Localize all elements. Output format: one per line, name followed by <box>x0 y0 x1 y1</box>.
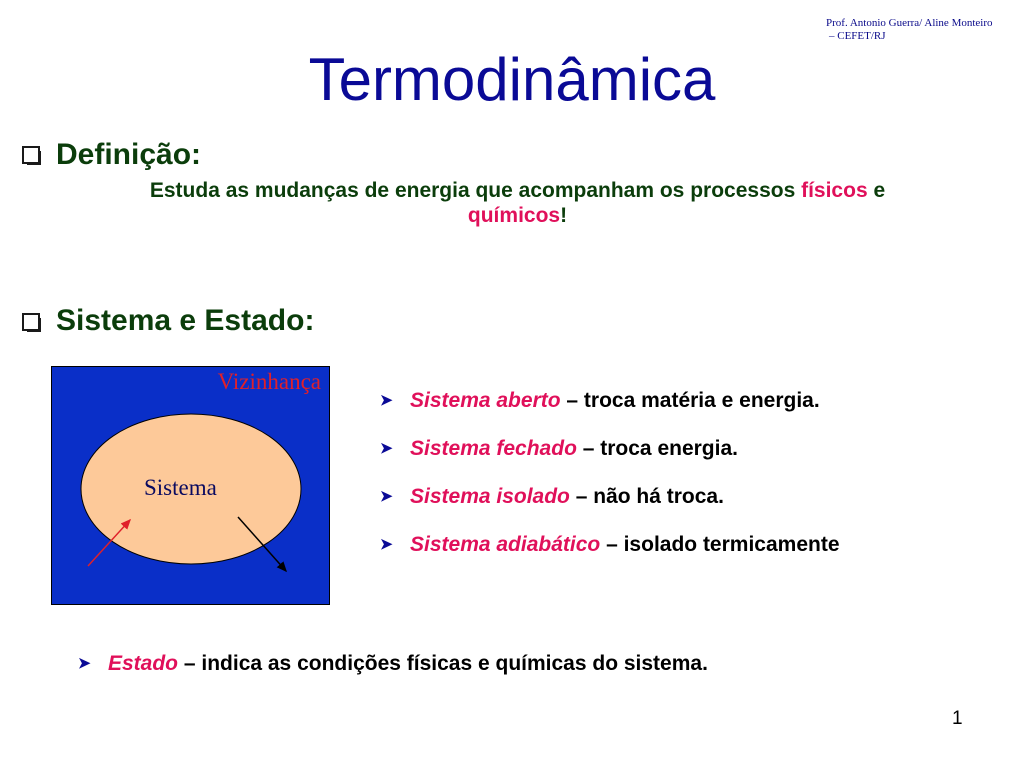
system-term: Sistema aberto <box>410 389 561 412</box>
system-types-list <box>380 388 840 580</box>
arrowhead-bullet-icon: ➤ <box>380 392 393 409</box>
list-item <box>380 484 840 532</box>
definition-exclaim: ! <box>560 204 568 227</box>
system-term: Sistema adiabático <box>410 533 601 556</box>
list-item <box>380 532 840 580</box>
system-desc: – não há troca. <box>569 485 724 508</box>
system-surroundings-diagram <box>51 366 330 605</box>
arrowhead-bullet-icon: ➤ <box>380 440 393 457</box>
definition-text <box>60 178 975 228</box>
system-state-heading: Sistema e Estado: <box>56 304 315 337</box>
system-term: Sistema isolado <box>410 485 570 508</box>
state-definition <box>78 651 708 677</box>
system-desc: – isolado termicamente <box>600 533 840 556</box>
system-label: Sistema <box>144 475 217 500</box>
list-item <box>380 436 840 484</box>
system-desc: – troca matéria e energia. <box>560 389 820 412</box>
definition-e: e <box>867 179 886 202</box>
slide-title: Termodinâmica <box>308 46 716 113</box>
system-desc: – troca energia. <box>576 437 738 460</box>
system-term: Sistema fechado <box>410 437 577 460</box>
arrowhead-bullet-icon: ➤ <box>380 536 393 553</box>
surroundings-label: Vizinhança <box>217 369 321 394</box>
square-bullet-icon <box>22 146 40 164</box>
arrowhead-bullet-icon: ➤ <box>78 655 91 672</box>
square-bullet-icon <box>22 313 40 331</box>
author-credit-line1: Prof. Antonio Guerra/ Aline Monteiro <box>826 17 993 29</box>
definition-quimicos: químicos <box>467 204 561 227</box>
list-item <box>380 388 840 436</box>
arrowhead-bullet-icon: ➤ <box>380 488 393 505</box>
author-credit-line2: – CEFET/RJ <box>829 30 886 42</box>
state-term: Estado <box>108 652 179 675</box>
definition-heading: Definição: <box>56 138 202 171</box>
page-number: 1 <box>952 708 963 729</box>
state-desc: – indica as condições físicas e químicas do sistema. <box>178 652 708 675</box>
author-credit <box>826 17 1022 43</box>
definition-text-main: Estuda as mudanças de energia que acompanham os processos <box>149 179 802 202</box>
definition-fisicos: físicos <box>801 179 868 202</box>
